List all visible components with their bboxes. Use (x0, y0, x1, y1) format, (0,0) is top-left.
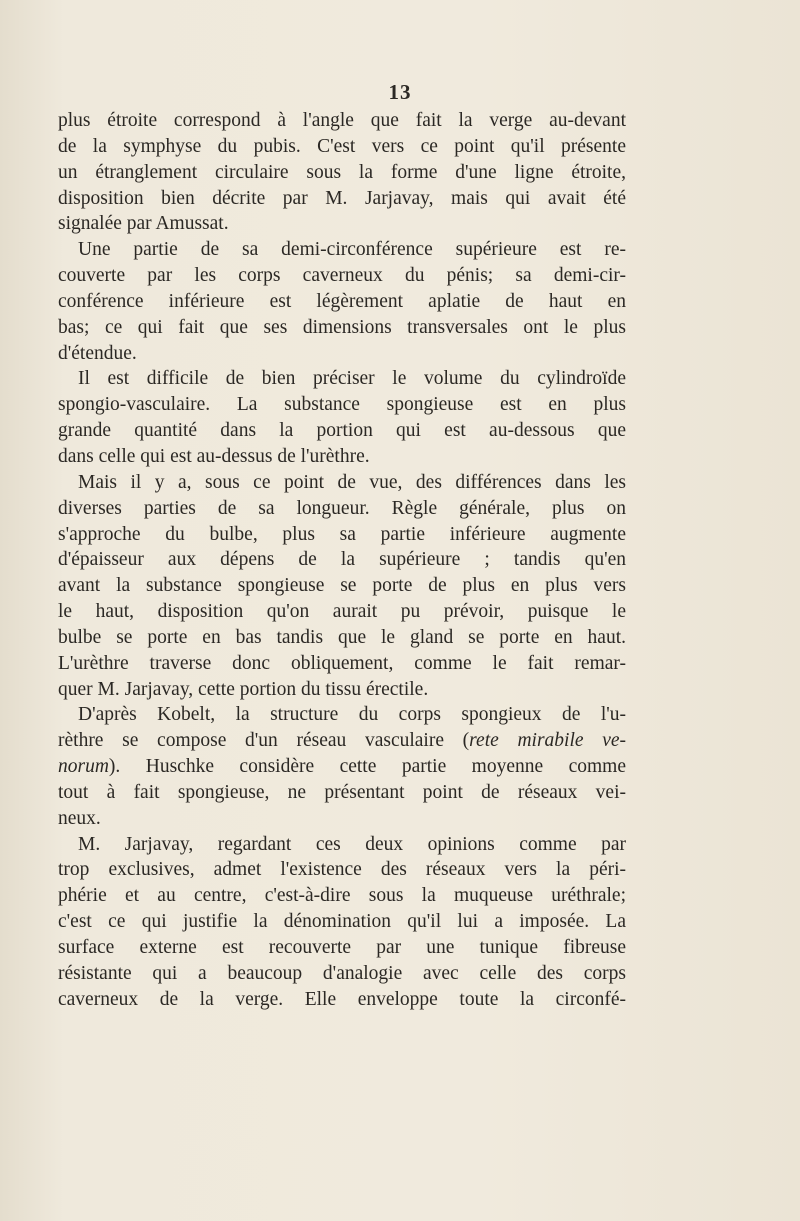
text-line: d'étendue. (58, 342, 137, 364)
text-segment: rèthre se compose d'un réseau vasculaire ( (58, 730, 470, 752)
text-line (58, 728, 626, 754)
text-line: surface externe est recouverte par une tunique fibreuse (58, 937, 626, 958)
paragraph-5 (58, 702, 626, 831)
text-line: diverses parties de sa longueur. Règle générale, plus on (58, 497, 626, 519)
text-line: avant la substance spongieuse se porte de plus en plus vers (58, 575, 626, 597)
text-line: plus étroite correspond à l'angle que fait la verge au-devant (58, 110, 626, 131)
text-line: couverte par les corps caverneux du pénis; sa demi-cir- (58, 265, 626, 287)
text-line: c'est ce qui justifie la dénomination qu'il lui a imposée. La (58, 911, 626, 933)
paragraph-4 (58, 470, 626, 703)
latin-term: rete mirabile ve- (469, 730, 626, 752)
text-line: le haut, disposition qu'on aurait pu prévoir, puisque le (58, 601, 626, 623)
text-line: de la symphyse du pubis. C'est vers ce point qu'il présente (58, 135, 626, 157)
page-number: 13 (388, 80, 412, 104)
text-line: D'après Kobelt, la structure du corps spongieux de l'u- (78, 704, 626, 726)
text-line: Il est difficile de bien préciser le volume du cylindroïde (78, 368, 626, 390)
text-line: dans celle qui est au-dessus de l'urèthre. (58, 445, 370, 467)
text-line: d'épaisseur aux dépens de la supérieure ; tandis qu'en (58, 549, 626, 571)
text-line: M. Jarjavay, regardant ces deux opinions comme par (78, 833, 626, 855)
text-line: trop exclusives, admet l'existence des réseaux vers la péri- (58, 859, 626, 881)
text-line: disposition bien décrite par M. Jarjavay, mais qui avait été (58, 187, 626, 209)
text-line: L'urèthre traverse donc obliquement, comme le fait remar- (58, 652, 626, 674)
text-line: s'approche du bulbe, plus sa partie inférieure augmente (58, 523, 626, 545)
paragraph-3 (58, 366, 626, 469)
text-line: bulbe se porte en bas tandis que le gland se porte en haut. (58, 626, 626, 648)
text-line: neux. (58, 807, 101, 829)
text-line: bas; ce qui fait que ses dimensions transversales ont le plus (58, 316, 626, 338)
text-line: Une partie de sa demi-circonférence supérieure est re- (78, 239, 626, 261)
text-line (58, 754, 626, 780)
text-line: grande quantité dans la portion qui est au-dessous que (58, 420, 626, 442)
body-text (58, 108, 626, 1013)
text-line: Mais il y a, sous ce point de vue, des différences dans les (78, 471, 626, 493)
text-line: tout à fait spongieuse, ne présentant point de réseaux vei- (58, 781, 626, 803)
paragraph-6 (58, 832, 626, 1013)
latin-term: norum (58, 756, 109, 778)
text-line: phérie et au centre, c'est-à-dire sous la muqueuse uréthrale; (58, 885, 626, 907)
text-line: conférence inférieure est légèrement aplatie de haut en (58, 290, 626, 312)
paragraph-2 (58, 237, 626, 366)
text-segment: ). Huschke considère cette partie moyenne comme (108, 756, 626, 778)
text-line: résistante qui a beaucoup d'analogie avec celle des corps (58, 962, 626, 984)
text-line: spongio-vasculaire. La substance spongieuse est en plus (58, 394, 626, 416)
text-line: signalée par Amussat. (58, 213, 229, 235)
text-line: caverneux de la verge. Elle enveloppe toute la circonfé- (58, 988, 626, 1010)
paragraph-1 (58, 108, 626, 237)
text-line: quer M. Jarjavay, cette portion du tissu érectile. (58, 678, 429, 700)
text-line: un étranglement circulaire sous la forme d'une ligne étroite, (58, 161, 626, 183)
